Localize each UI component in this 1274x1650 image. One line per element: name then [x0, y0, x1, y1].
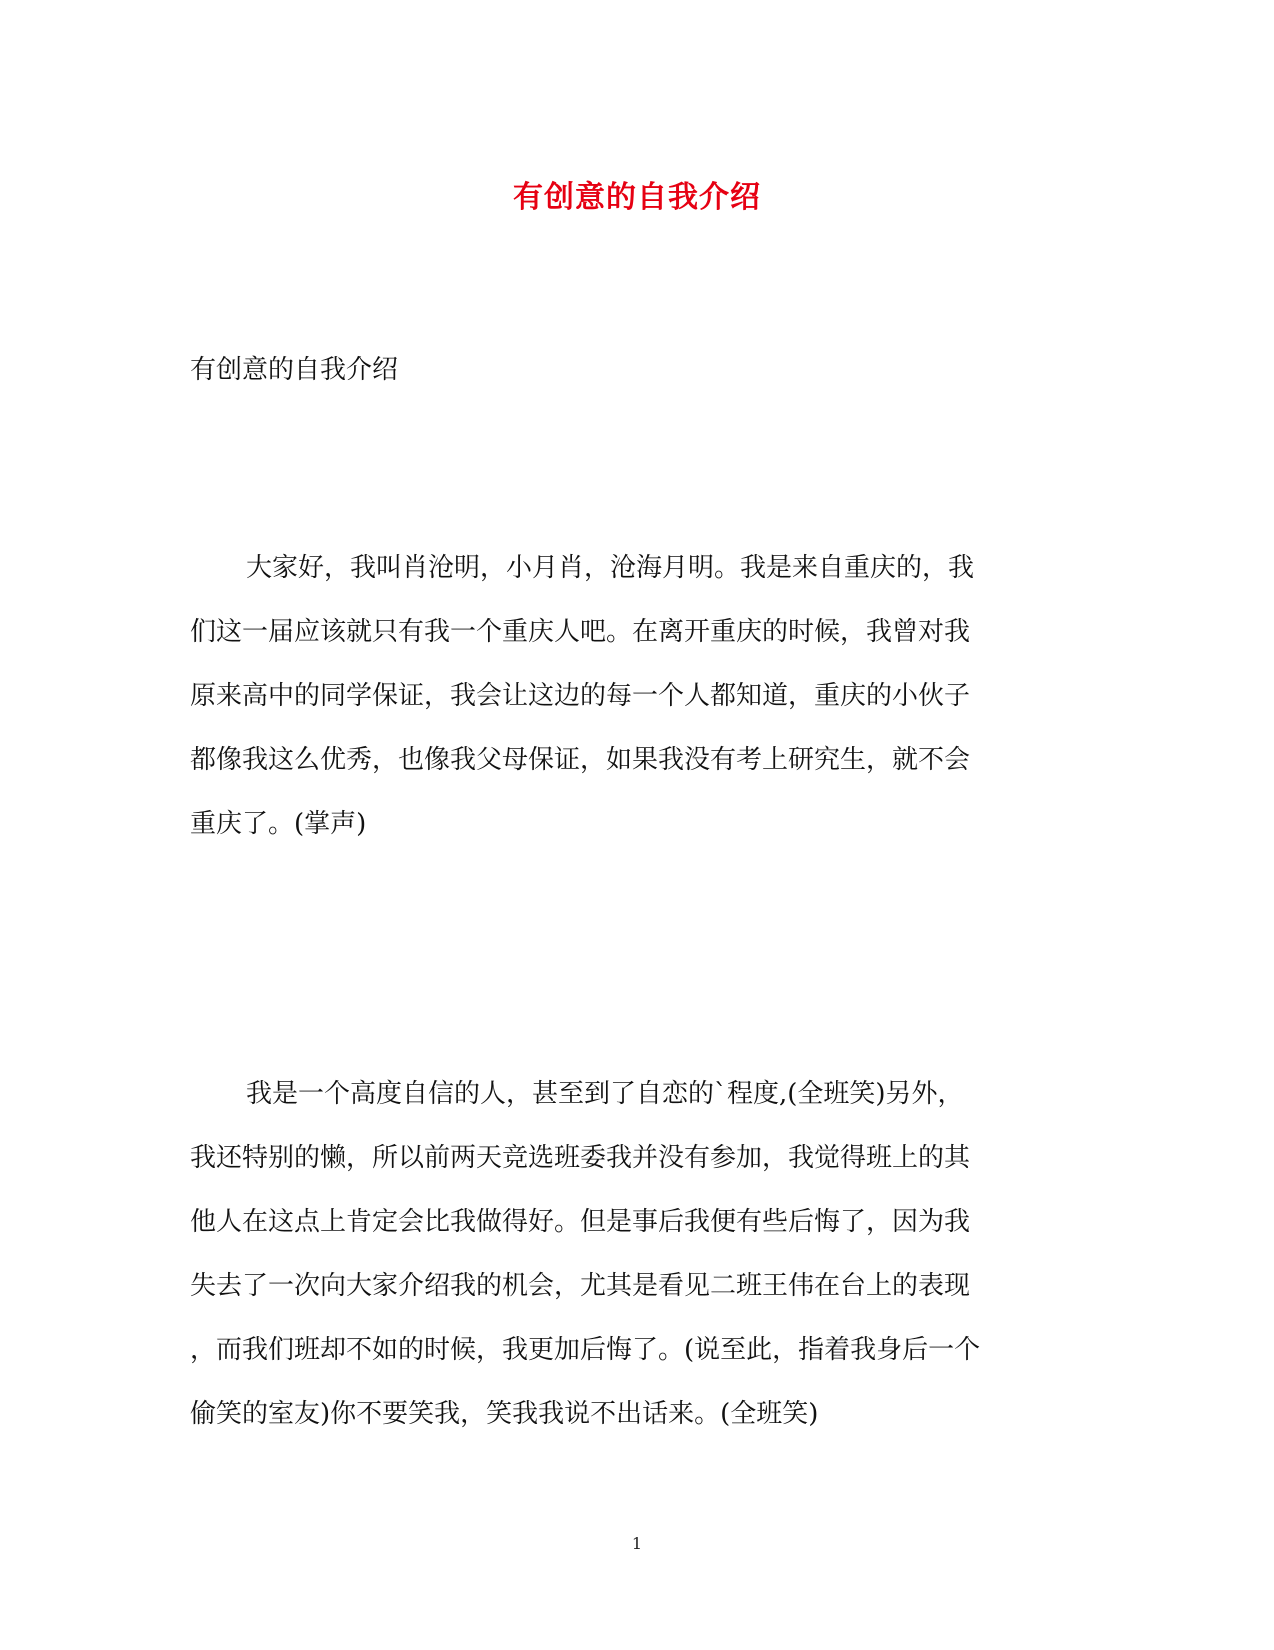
paragraph-line: 大家好，我叫肖沧明，小月肖，沧海月明。我是来自重庆的，我: [246, 553, 975, 583]
paragraph-2: [190, 1062, 1090, 1446]
paragraph-line: 们这一届应该就只有我一个重庆人吧。在离开重庆的时候，我曾对我: [190, 617, 971, 647]
paragraph-line: 他人在这点上肯定会比我做得好。但是事后我便有些后悔了，因为我: [190, 1207, 971, 1237]
paragraph-line: ，而我们班却不如的时候，我更加后悔了。(说至此，指着我身后一个: [190, 1335, 981, 1365]
paragraph-line: 失去了一次向大家介绍我的机会，尤其是看见二班王伟在台上的表现: [190, 1271, 971, 1301]
paragraph-line: 重庆了。(掌声): [190, 809, 367, 839]
paragraph-1: [190, 536, 1090, 856]
paragraph-line: 偷笑的室友)你不要笑我，笑我我说不出话来。(全班笑): [190, 1399, 819, 1429]
page-number: 1: [631, 1534, 643, 1553]
paragraph-line: 都像我这么优秀，也像我父母保证，如果我没有考上研究生，就不会: [190, 745, 971, 775]
paragraph-line: 原来高中的同学保证，我会让这边的每一个人都知道，重庆的小伙子: [190, 681, 971, 711]
document-subtitle: 有创意的自我介绍: [190, 355, 399, 385]
document-title: 有创意的自我介绍: [513, 180, 761, 215]
paragraph-line: 我是一个高度自信的人，甚至到了自恋的`程度,(全班笑)另外，: [246, 1079, 964, 1109]
paragraph-line: 我还特别的懒，所以前两天竞选班委我并没有参加，我觉得班上的其: [190, 1143, 971, 1173]
